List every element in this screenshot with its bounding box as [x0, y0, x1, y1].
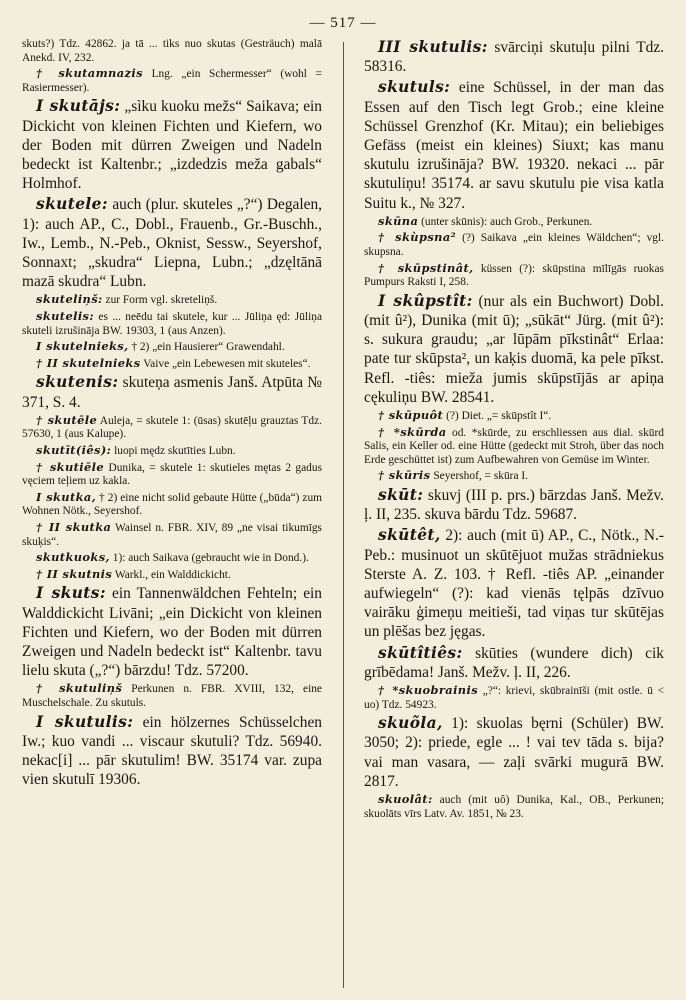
entry-headword: skutīt(iês): — [36, 442, 112, 457]
entry-text: Vaive „ein Lebewesen mit skuteles“. — [143, 357, 311, 370]
entry-text: skuvj (III p. prs.) bārzdas Janš. Mežv. ļ. II, 235. skuva bārdu Tdz. 59687. — [364, 486, 664, 524]
entry-text: 1): skuolas bęrni (Schüler) BW. 3050; 2): priede, egle ... ! vai tev tāda s. bija? vai man vasara, — zaļi svārki mugurā BW. 2817. — [364, 715, 664, 790]
entry-headword: skutele: — [36, 195, 108, 214]
entry-text: küssen (?): skūpstina mīlīgās ruokas Pumpurs Raksti I, 258. — [364, 262, 664, 289]
dictionary-entry — [22, 293, 322, 308]
dictionary-entry — [22, 414, 322, 442]
entry-text: (nur als ein Buchwort) Dobl. (mit û²), Dunika (mit ū); „sūkāt“ Jürg. (mit û²): s. sukura graudu; „ar lūpām pīkstinât“ Erlaa: pate tur skūpsta², un kaķis duomā, ka pele pīkst. Refl. -tiês: mieža jumis skūpstījās ar apiņa cękuliņu BW. 28541. — [364, 292, 664, 406]
entry-text: ein Tannenwäldchen Fehteln; ein Walddickicht Livāni; „ein Dickicht von kleinen Fichten und Kiefern, wo der Boden mit dürren Zweigen und Nadeln bedeckt ist“ Kaltenbr. tavu lielu skuta („?“) bārzdu! Tdz. 57200. — [22, 585, 322, 680]
entry-text: Auleja, = skutele 1: (ūsas) skutēļu grauztas Tdz. 57630, 1 (aus Kalupe). — [22, 414, 322, 441]
entry-headword: skutuls: — [378, 78, 451, 97]
entry-text: Dunika, = skutele 1: skutieles mętas 2 gadus vęciem teļiem uz kakla. — [22, 461, 322, 488]
entry-text: zur Form vgl. skreteliņš. — [105, 294, 218, 307]
entry-headword: † skutēle — [36, 412, 98, 427]
entry-headword: † skutamnazis — [36, 66, 143, 81]
entry-text: luopi mędz skutīties Lubn. — [114, 444, 236, 457]
columns — [22, 38, 664, 988]
entry-headword: skuõla, — [378, 714, 443, 733]
dictionary-entry — [364, 684, 664, 712]
entry-headword: † skutiēle — [36, 459, 105, 474]
dictionary-entry — [364, 486, 664, 524]
entry-text: † 2) eine nicht solid gebaute Hütte („būda“) zum Wohnen Nötk., Seyershof. — [22, 491, 322, 518]
dictionary-entry — [364, 78, 664, 212]
entry-headword: † skutuliņš — [36, 681, 123, 696]
entry-headword: III skutulis: — [378, 38, 488, 56]
entry-text: Warkl., ein Walddickicht. — [114, 568, 231, 581]
entry-headword: † skūpstinât, — [378, 260, 474, 275]
entry-text: skuteņa asmenis Janš. Atpūta № 371, S. 4. — [22, 374, 322, 411]
entry-headword: skuteliņš: — [36, 292, 103, 307]
dictionary-entry — [22, 310, 322, 338]
entry-headword: † II skutnis — [36, 566, 113, 581]
entry-text: od. *skūrde, zu erschliessen aus dial. skūrd Salis, ein Keller od. eine Hütte (gedeckt mit Stroh, über das noch Erde geschüttet ist) zum Aufbewahren von Gemüse im Winter. — [364, 426, 664, 466]
dictionary-entry — [364, 231, 664, 259]
dictionary-entry — [22, 551, 322, 566]
entry-headword: I skuts: — [36, 584, 106, 603]
entry-text: † 2) „ein Hausierer“ Grawendahl. — [131, 341, 285, 354]
dictionary-entry — [364, 38, 664, 76]
entry-text: 1): auch Saikava (gebraucht wie in Dond.). — [112, 552, 309, 565]
entry-headword: † skùpsna² — [378, 230, 456, 245]
dictionary-entry — [22, 461, 322, 489]
entry-headword: skūt: — [378, 485, 424, 504]
entry-text: Perkunen n. FBR. XVIII, 132, eine Muschelschale. Zu skutuls. — [22, 683, 322, 709]
entry-text: ein hölzernes Schüsselchen Iw.; kuo vandi ... viscaur skutuli? Tdz. 56940. nekac[i] ... pār skutulim! BW. 35174 var. zupa vien skutulī 19306. — [22, 713, 322, 789]
entry-headword: skutkuoks, — [36, 550, 110, 565]
dictionary-entry — [22, 521, 322, 549]
entry-headword: skūtêt, — [378, 526, 441, 545]
dictionary-entry — [22, 584, 322, 680]
dictionary-entry — [364, 292, 664, 407]
dictionary-entry — [22, 682, 322, 710]
entry-text: es ... neēdu tai skutele, kur ... Jūliņa ęd: Jūliņa skuteli izrušināja BW. 19303, 1 (aus Anzen). — [22, 311, 322, 337]
entry-headword: skūtîtiês: — [378, 643, 463, 662]
dictionary-entry — [364, 526, 664, 641]
entry-headword: † II skutka — [36, 519, 112, 534]
entry-headword: I skûpstît: — [378, 291, 473, 310]
dictionary-entry — [22, 491, 322, 519]
dictionary-entry — [22, 195, 322, 291]
entry-headword: † skūpuôt — [378, 408, 444, 423]
dictionary-entry — [364, 215, 664, 230]
dictionary-entry — [22, 340, 322, 355]
entry-headword: skutenis: — [36, 373, 119, 392]
entry-text: auch (plur. skuteles „?“) Degalen, 1): auch AP., C., Dobl., Frauenb., Gr.-Buschh., Iw., Lemb., N.-Peb., Oknist, Sessw., Seyershof, Sonnaxt; „skudra“ Liepna, Lubn.; „dzęltānā mazā skudra“ Lubn. — [22, 196, 322, 291]
entry-text: 2): auch (mit ū) AP., C., Nötk., N.-Peb.: musinuot un skūtējuot mužas strādniekus Sterste A. Z. 103. † Refl. -tiês AP. „einander aufwiegeln“ (?): kad vienās tęlpās dzīvuo vairāku ģimeņu meitieši, tad viņas tur skūtējas un plēšas bez jęgas. — [364, 527, 664, 641]
dictionary-entry — [364, 469, 664, 484]
entry-headword: I skutelnieks, — [36, 339, 129, 354]
entry-text: (?) Diet. „= skūpstît I“. — [446, 410, 552, 423]
entry-headword: † *skuobrainis — [378, 683, 479, 698]
entry-headword: † skūris — [378, 468, 431, 483]
entry-text: „sìku kuoku mežs“ Saikava; ein Dickicht von kleinen Fichten und Kiefern, wo der Boden mit dürren Zweigen und Nadeln bedeckt ist Kaltenbr.; „izdedzis meža gabals“ Holmhof. — [22, 98, 322, 193]
entry-headword: skuolât: — [378, 792, 433, 807]
dictionary-entry — [364, 644, 664, 682]
dictionary-entry — [22, 97, 322, 193]
page-number: — 517 — — [309, 15, 377, 31]
entry-headword: I skutka, — [36, 489, 97, 504]
entry-text: svārciņi skutuļu pilni Tdz. 58316. — [364, 39, 664, 76]
entry-text: skuts?) Tdz. 42862. ja tā ... tiks nuo skutas (Gesträuch) malā Anekd. IV, 232. — [22, 38, 322, 64]
dictionary-entry — [22, 444, 322, 459]
entry-text: skūties (wundere dich) cik grībēdama! Janš. Mežv. ļ. II, 226. — [364, 644, 664, 681]
entry-text: Seyershof, = skūra I. — [433, 470, 528, 483]
entry-text: (unter skūnis): auch Grob., Perkunen. — [421, 215, 593, 228]
entry-headword: † *skūrda — [378, 424, 447, 439]
entry-headword: † II skutelnieks — [36, 355, 141, 370]
dictionary-entry — [364, 262, 664, 290]
entry-headword: I skutājs: — [36, 97, 121, 116]
entry-headword: skūna — [378, 213, 419, 228]
entry-headword: I skutulis: — [36, 712, 134, 731]
entry-headword: skutelis: — [36, 309, 94, 323]
dictionary-entry — [364, 409, 664, 424]
entry-text: Lng. „ein Schermesser“ (wohl = Rasiermesser). — [22, 68, 322, 94]
dictionary-entry — [22, 373, 322, 411]
dictionary-entry — [364, 793, 664, 821]
dictionary-entry — [22, 357, 322, 372]
dictionary-entry — [22, 38, 322, 65]
entry-text: eine Schüssel, in der man das Essen auf den Tisch legt Grob.; eine kleine Schüssel Grenzhof (Kr. Mitau); ein beliebiges Gefäss (meist ein kleines) Siuxt; kas manu skutulu izrušināja? BW. 19320. nekaci ... pār skutuliņu! 35174. ar savu skutulu pie visa katla Suitu k., № 327. — [364, 79, 664, 212]
left-column — [22, 38, 322, 988]
entry-text: Wainsel n. FBR. XIV, 89 „ne visai tikumīgs skuķis“. — [22, 521, 322, 548]
dictionary-entry — [364, 426, 664, 468]
dictionary-entry — [22, 713, 322, 790]
entry-text: auch (mit uô) Dunika, Kal., OB., Perkunen; skuolāts vīrs Latv. Av. 1851, № 23. — [364, 794, 664, 820]
column-divider — [343, 42, 344, 988]
dictionary-entry — [22, 67, 322, 95]
right-column — [364, 38, 664, 988]
entry-text: (?) Saikava „ein kleines Wäldchen“; vgl. skupsna. — [364, 232, 664, 259]
entry-text: „?“: krievi, skūbrainīši (mit ostle. ū < uo) Tdz. 54923. — [364, 685, 664, 711]
dictionary-entry — [22, 568, 322, 583]
dictionary-entry — [364, 714, 664, 791]
